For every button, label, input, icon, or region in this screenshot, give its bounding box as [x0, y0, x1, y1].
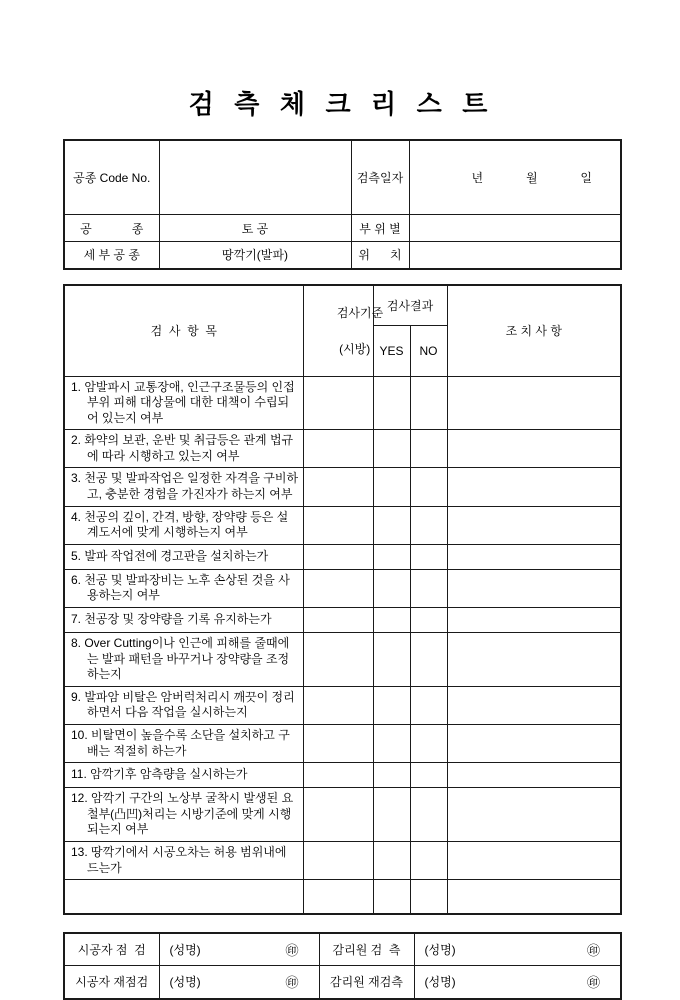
- action-cell: [447, 569, 621, 607]
- yes-cell: [373, 430, 410, 468]
- signature-table: [63, 932, 622, 1000]
- item-text: 1. 암발파시 교통장애, 인근구조물등의 인접부위 피해 대상물에 대한 대책이 수립되어 있는지 여부: [64, 376, 303, 430]
- month-label: 월: [525, 171, 538, 185]
- yes-cell: [373, 841, 410, 879]
- action-cell: [447, 763, 621, 788]
- signature-row-1: [64, 933, 621, 966]
- standard-cell: [303, 376, 373, 430]
- header-inspection-standard: [303, 285, 384, 377]
- label-location: 위 치: [351, 242, 409, 269]
- seal-mark-icon: ㊞: [586, 975, 600, 991]
- checklist-row-12: [64, 788, 621, 842]
- no-cell: [410, 544, 447, 569]
- no-cell: [410, 633, 447, 687]
- checklist-row-6: [64, 569, 621, 607]
- standard-cell: [303, 633, 373, 687]
- supervisor-check-label: 감리원 검 측: [319, 933, 414, 966]
- label-inspection-date: 검측일자: [351, 140, 409, 215]
- contractor-recheck-signature: [159, 966, 319, 999]
- no-cell: [410, 725, 447, 763]
- name-label: (성명): [424, 975, 456, 990]
- checklist-row-empty: [64, 880, 621, 914]
- info-row-work-type: [64, 215, 621, 242]
- label-work-type: 공 종: [64, 215, 159, 242]
- contractor-recheck-label: 시공자 재점검: [64, 966, 159, 999]
- checklist-row-1: [64, 376, 621, 430]
- action-cell: [447, 880, 621, 914]
- yes-cell: [373, 468, 410, 506]
- no-cell: [410, 569, 447, 607]
- checklist-header-row-1: [64, 285, 621, 326]
- signature-field: [170, 940, 299, 959]
- signature-field: [425, 940, 601, 959]
- standard-line1: 검사기준: [336, 305, 384, 320]
- value-part: [409, 215, 621, 242]
- action-cell: [447, 608, 621, 633]
- standard-cell: [303, 763, 373, 788]
- yes-cell: [373, 725, 410, 763]
- checklist-row-2: [64, 430, 621, 468]
- item-text: 12. 암깍기 구간의 노상부 굴착시 발생된 요철부(凸凹)처리는 시방기준에 맞게 시행되는지 여부: [64, 788, 303, 842]
- seal-mark-icon: ㊞: [586, 942, 600, 958]
- value-inspection-date: [409, 140, 621, 215]
- supervisor-recheck-label: 감리원 재검측: [319, 966, 414, 999]
- value-detail-work: 땅깍기(발파): [159, 242, 351, 269]
- action-cell: [447, 788, 621, 842]
- checklist-row-3: [64, 468, 621, 506]
- no-cell: [410, 880, 447, 914]
- label-part: 부 위 별: [351, 215, 409, 242]
- no-cell: [410, 430, 447, 468]
- header-no: NO: [410, 326, 447, 376]
- checklist-row-4: [64, 506, 621, 544]
- no-cell: [410, 841, 447, 879]
- signature-field: [425, 972, 601, 991]
- checklist-row-13: [64, 841, 621, 879]
- yes-cell: [373, 633, 410, 687]
- year-label: 년: [471, 171, 484, 185]
- supervisor-recheck-signature: [414, 966, 621, 999]
- yes-cell: [373, 788, 410, 842]
- action-cell: [447, 506, 621, 544]
- label-code-no: 공종 Code No.: [64, 140, 159, 215]
- yes-cell: [373, 569, 410, 607]
- item-text: 7. 천공장 및 장약량을 기록 유지하는가: [64, 608, 303, 633]
- standard-cell: [303, 841, 373, 879]
- supervisor-check-signature: [414, 933, 621, 966]
- item-text: 9. 발파암 비탈은 암버럭처리시 깨끗이 정리하면서 다음 작업을 실시하는지: [64, 686, 303, 724]
- standard-cell: [303, 788, 373, 842]
- checklist-row-9: [64, 686, 621, 724]
- date-fields: [472, 169, 593, 186]
- action-cell: [447, 376, 621, 430]
- yes-cell: [373, 376, 410, 430]
- yes-cell: [373, 880, 410, 914]
- label-detail-work: 세 부 공 종: [64, 242, 159, 269]
- info-table: [63, 139, 622, 270]
- yes-cell: [373, 686, 410, 724]
- day-label: 일: [580, 171, 592, 185]
- standard-cell: [303, 544, 373, 569]
- value-code-no: [159, 140, 351, 215]
- header-action: 조 치 사 항: [447, 285, 621, 377]
- no-cell: [410, 376, 447, 430]
- signature-field: [170, 972, 299, 991]
- action-cell: [447, 725, 621, 763]
- item-text: 5. 발파 작업전에 경고판을 설치하는가: [64, 544, 303, 569]
- action-cell: [447, 686, 621, 724]
- item-text: 3. 천공 및 발파작업은 일정한 자격을 구비하고, 충분한 경험을 가진자가 하는지 여부: [64, 468, 303, 506]
- info-row-detail-work: [64, 242, 621, 269]
- no-cell: [410, 608, 447, 633]
- action-cell: [447, 841, 621, 879]
- yes-cell: [373, 506, 410, 544]
- checklist-row-5: [64, 544, 621, 569]
- action-cell: [447, 544, 621, 569]
- header-yes: YES: [373, 326, 410, 376]
- signature-row-2: [64, 966, 621, 999]
- checklist-row-7: [64, 608, 621, 633]
- item-text: 10. 비탈면이 높을수록 소단을 설치하고 구배는 적절히 하는가: [64, 725, 303, 763]
- item-text: 13. 땅깍기에서 시공오차는 허용 범위내에 드는가: [64, 841, 303, 879]
- header-inspection-result: 검사결과: [373, 285, 447, 326]
- yes-cell: [373, 544, 410, 569]
- no-cell: [410, 788, 447, 842]
- item-text: 6. 천공 및 발파장비는 노후 손상된 것을 사용하는지 여부: [64, 569, 303, 607]
- no-cell: [410, 506, 447, 544]
- action-cell: [447, 468, 621, 506]
- checklist-row-8: [64, 633, 621, 687]
- contractor-check-signature: [159, 933, 319, 966]
- standard-cell: [303, 569, 373, 607]
- no-cell: [410, 468, 447, 506]
- item-text: 8. Over Cutting이나 인근에 피해를 줄때에는 발파 패턴을 바꾸거나 장약량을 조정하는지: [64, 633, 303, 687]
- item-text: 4. 천공의 깊이, 간격, 방향, 장약량 등은 설계도서에 맞게 시행하는지 여부: [64, 506, 303, 544]
- standard-cell: [303, 608, 373, 633]
- standard-cell: [303, 725, 373, 763]
- contractor-check-label: 시공자 점 검: [64, 933, 159, 966]
- item-text: 11. 암깍기후 암측량을 실시하는가: [64, 763, 303, 788]
- action-cell: [447, 430, 621, 468]
- checklist-row-10: [64, 725, 621, 763]
- standard-cell: [303, 430, 373, 468]
- value-location: [409, 242, 621, 269]
- standard-cell: [303, 506, 373, 544]
- name-label: (성명): [424, 942, 456, 957]
- item-text: 2. 화약의 보관, 운반 및 취급등은 관계 법규에 따라 시행하고 있는지 여부: [64, 430, 303, 468]
- item-text: [64, 880, 303, 914]
- seal-mark-icon: ㊞: [285, 975, 299, 991]
- checklist-row-11: [64, 763, 621, 788]
- standard-cell: [303, 686, 373, 724]
- standard-cell: [303, 468, 373, 506]
- page-title: 검 측 체 크 리 스 트: [188, 90, 495, 119]
- yes-cell: [373, 608, 410, 633]
- header-inspection-item: 검 사 항 목: [64, 285, 303, 377]
- standard-line2: (시방): [339, 341, 371, 356]
- info-row-code: [64, 140, 621, 215]
- no-cell: [410, 763, 447, 788]
- standard-cell: [303, 880, 373, 914]
- seal-mark-icon: ㊞: [285, 942, 299, 958]
- value-work-type: 토 공: [159, 215, 351, 242]
- name-label: (성명): [169, 975, 201, 990]
- name-label: (성명): [169, 942, 201, 957]
- action-cell: [447, 633, 621, 687]
- checklist-table: [63, 284, 622, 915]
- yes-cell: [373, 763, 410, 788]
- no-cell: [410, 686, 447, 724]
